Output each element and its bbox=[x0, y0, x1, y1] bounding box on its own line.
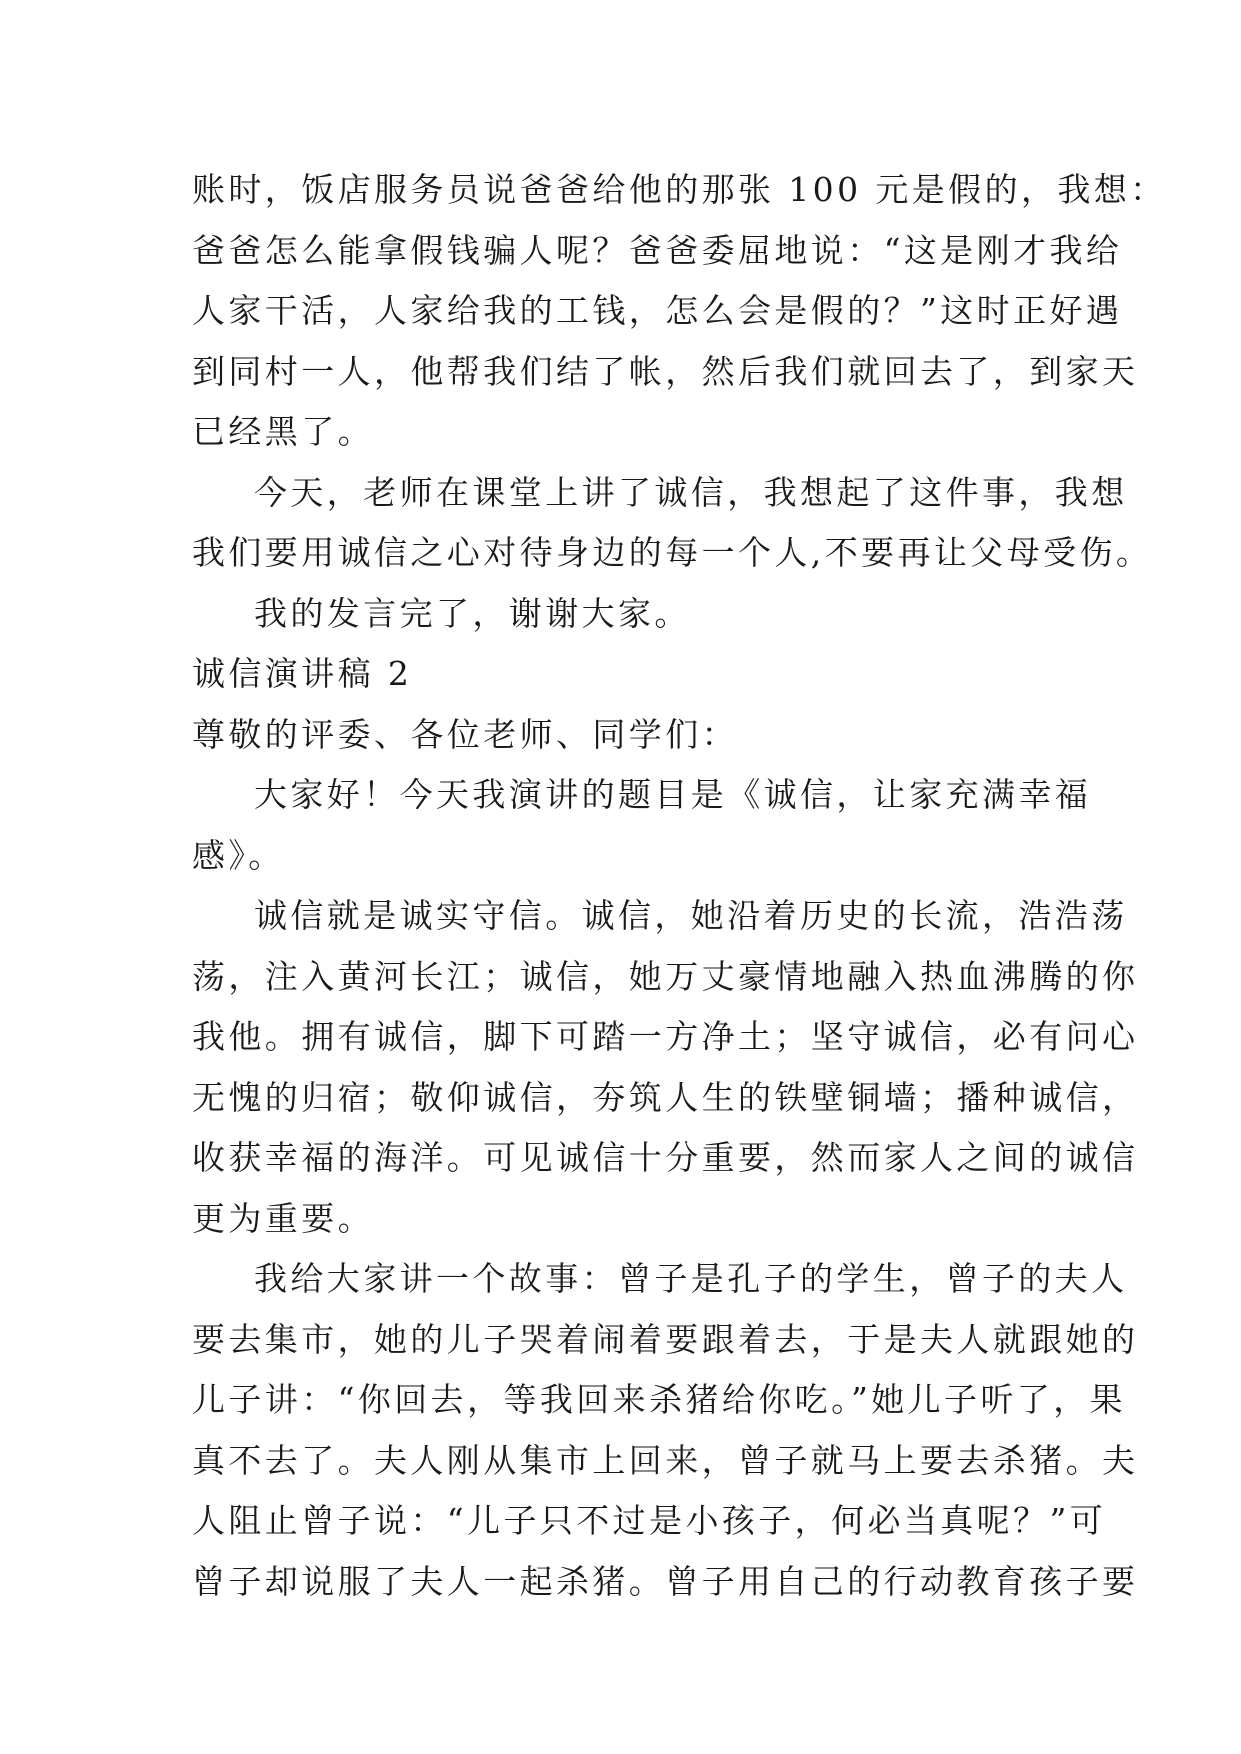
text-line: 人家干活，人家给我的工钱，怎么会是假的？”这时正好遇 bbox=[192, 291, 1123, 330]
text-line: 儿子讲：“你回去，等我回来杀猪给你吃。”她儿子听了，果 bbox=[192, 1380, 1127, 1419]
text-line: 收获幸福的海洋。可见诚信十分重要，然而家人之间的诚信 bbox=[192, 1138, 1139, 1177]
text-line: 我给大家讲一个故事：曾子是孔子的学生，曾子的夫人 bbox=[254, 1259, 1128, 1298]
salutation: 尊敬的评委、各位老师、同学们： bbox=[192, 714, 738, 754]
text-line: 人阻止曾子说：“儿子只不过是小孩子，何必当真呢？”可 bbox=[192, 1501, 1107, 1540]
text-line: 大家好！今天我演讲的题目是《诚信，让家充满幸福 bbox=[254, 775, 1092, 814]
text-line: 我们要用诚信之心对待身边的每一个人,不要再让父母受伤。 bbox=[192, 533, 1153, 572]
text-line: 我他。拥有诚信，脚下可踏一方净土；坚守诚信，必有问心 bbox=[192, 1017, 1139, 1056]
text-line: 感》。 bbox=[192, 835, 285, 875]
text-line: 真不去了。夫人刚从集市上回来，曾子就马上要去杀猪。夫 bbox=[192, 1440, 1139, 1480]
text-line: 到同村一人，他帮我们结了帐，然后我们就回去了，到家天 bbox=[192, 351, 1139, 391]
text-line: 无愧的归宿；敬仰诚信，夯筑人生的铁壁铜墙；播种诚信， bbox=[192, 1077, 1139, 1117]
document-body bbox=[192, 160, 1167, 1612]
text-line: 今天，老师在课堂上讲了诚信，我想起了这件事，我想 bbox=[254, 472, 1128, 512]
text-line: 曾子却说服了夫人一起杀猪。曾子用自己的行动教育孩子要 bbox=[192, 1561, 1139, 1601]
text-line: 爸爸怎么能拿假钱骗人呢？爸爸委屈地说：“这是刚才我给 bbox=[192, 230, 1123, 270]
text-line: 我的发言完了，谢谢大家。 bbox=[254, 593, 691, 633]
section-heading: 诚信演讲稿 2 bbox=[192, 654, 413, 693]
text-line: 荡，注入黄河长江；诚信，她万丈豪情地融入热血沸腾的你 bbox=[192, 956, 1139, 996]
text-line: 诚信就是诚实守信。诚信，她沿着历史的长流，浩浩荡 bbox=[254, 896, 1128, 935]
text-line: 要去集市，她的儿子哭着闹着要跟着去，于是夫人就跟她的 bbox=[192, 1319, 1139, 1359]
text-line: 已经黑了。 bbox=[192, 412, 374, 451]
text-line: 更为重要。 bbox=[192, 1198, 374, 1238]
text-line: 账时，饭店服务员说爸爸给他的那张 100 元是假的，我想： bbox=[192, 170, 1167, 209]
